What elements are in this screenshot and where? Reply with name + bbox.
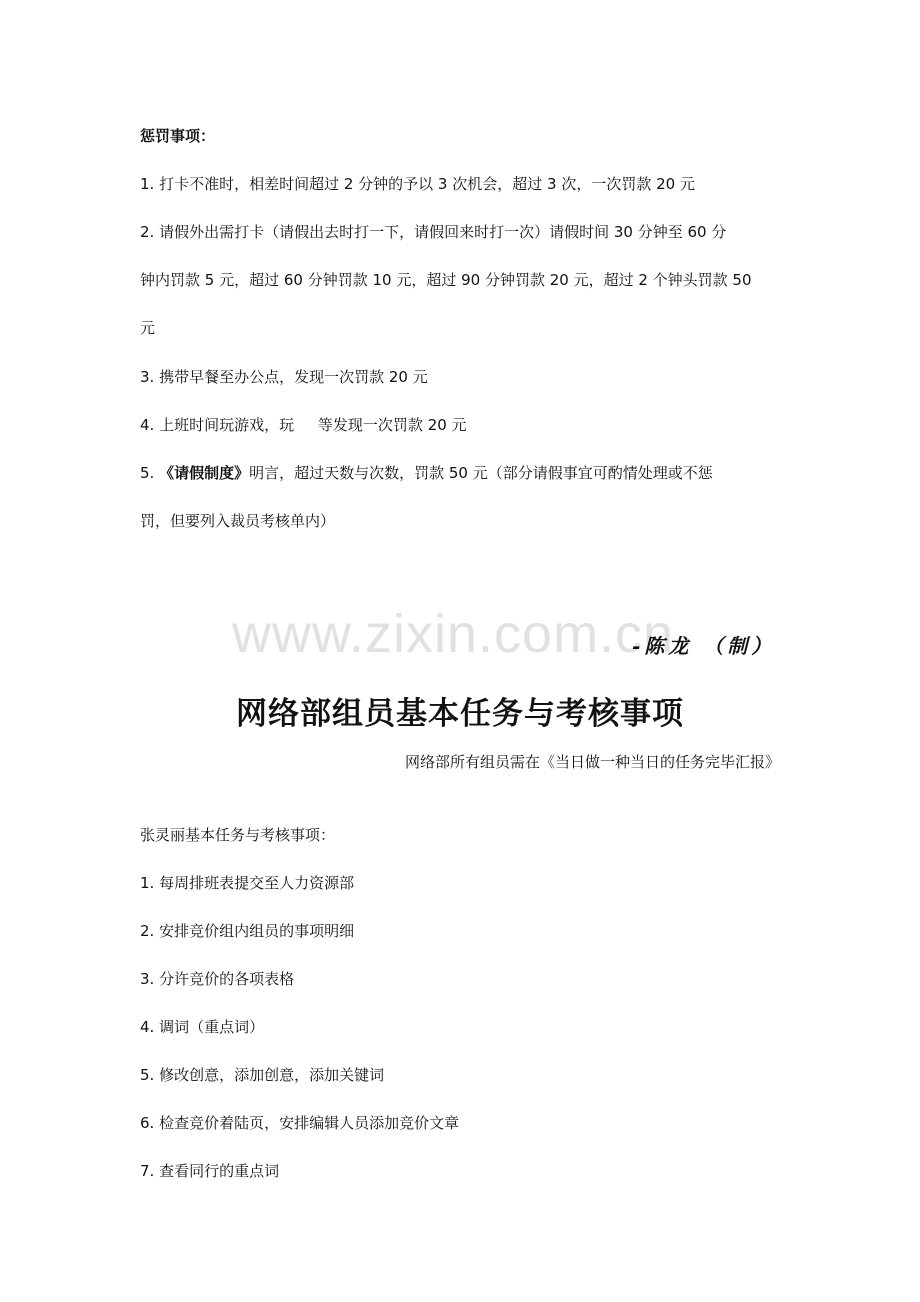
task-item-7: 7. 查看同行的重点词	[140, 1162, 280, 1180]
penalty-item-5-line-2: 罚，但要列入裁员考核单内）	[140, 512, 336, 530]
penalty-item-5-text: 明言，超过天数与次数，罚款 50 元（部分请假事宜可酌情处理或不惩	[249, 464, 713, 482]
penalty-item-3: 3. 携带早餐至办公点，发现一次罚款 20 元	[140, 368, 428, 386]
task-item-6: 6. 检查竞价着陆页，安排编辑人员添加竞价文章	[140, 1114, 460, 1132]
penalties-heading: 惩罚事项：	[140, 127, 216, 145]
author-signature: -陈龙 （制）	[632, 634, 776, 658]
task-item-5: 5. 修改创意，添加创意，添加关键词	[140, 1066, 385, 1084]
penalty-item-5-number: 5.	[140, 464, 160, 482]
penalty-item-2-line-3: 元	[140, 319, 156, 337]
section-title: 网络部组员基本任务与考核事项	[236, 696, 684, 732]
penalty-item-4: 4. 上班时间玩游戏，玩 等发现一次罚款 20 元	[140, 416, 467, 434]
task-item-4: 4. 调词（重点词）	[140, 1018, 265, 1036]
penalty-item-2-line-1: 2. 请假外出需打卡（请假出去时打一下，请假回来时打一次）请假时间 30 分钟至 60 分	[140, 223, 727, 241]
watermark: www.zixin.com.cn	[232, 604, 675, 664]
penalty-item-5-line-1	[140, 463, 713, 483]
person-task-heading: 张灵丽基本任务与考核事项：	[140, 826, 336, 844]
task-item-3: 3. 分许竞价的各项表格	[140, 970, 295, 988]
penalty-item-2-line-2: 钟内罚款 5 元，超过 60 分钟罚款 10 元，超过 90 分钟罚款 20 元，超过 2 个钟头罚款 50	[140, 271, 752, 289]
section-subtitle: 网络部所有组员需在《当日做一种当日的任务完毕汇报》	[404, 753, 780, 771]
task-item-2: 2. 安排竞价组内组员的事项明细	[140, 922, 355, 940]
task-item-1: 1. 每周排班表提交至人力资源部	[140, 874, 355, 892]
leave-policy-reference: 《请假制度》	[159, 464, 250, 482]
penalty-item-1: 1. 打卡不准时，相差时间超过 2 分钟的予以 3 次机会，超过 3 次，一次罚款 20 元	[140, 175, 695, 193]
